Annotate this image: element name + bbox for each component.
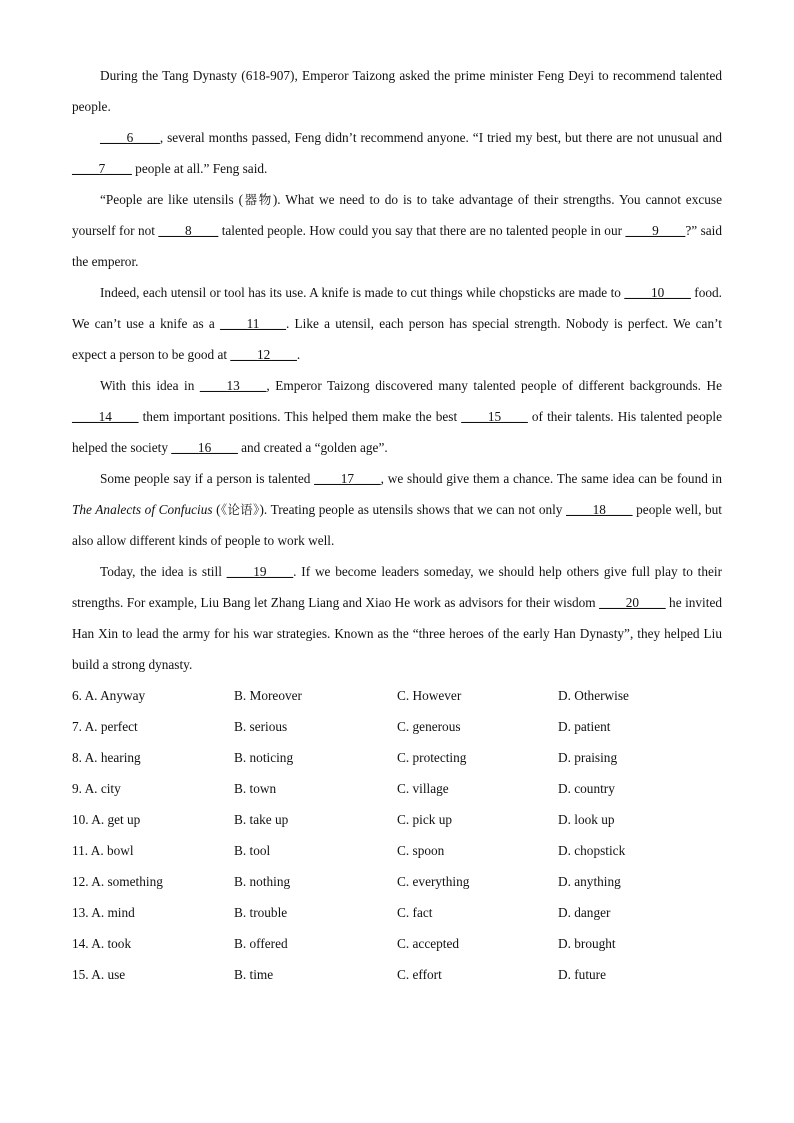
option-d: D. Otherwise [558,688,629,703]
paragraph-text: With this idea in [100,378,200,393]
option-d: D. future [558,967,606,982]
paragraph-text: Today, the idea is still [100,564,227,579]
paragraph-text: , we should give them a chance. The same idea can be found in [380,471,722,486]
option-c: C. accepted [397,936,460,951]
option-b: B. take up [234,812,289,827]
paragraph-text: . [296,347,301,362]
blank-11: ____11____ [220,316,287,331]
option-c: C. village [397,781,449,796]
question-row-7 [72,711,722,742]
option-c: C. fact [397,905,433,920]
blank-8: ____8____ [158,223,219,238]
paragraph-text: people well, but also allow different kinds of people to work well. [72,502,722,548]
document-page [72,60,722,990]
option-a: 12. A. something [72,874,163,889]
option-c: C. generous [397,719,461,734]
option-c: C. protecting [397,750,467,765]
paragraph-text: food. We can’t use a knife as a [72,285,722,331]
blank-13: ____13____ [199,378,267,393]
blank-9: ____9____ [625,223,686,238]
option-a: 15. A. use [72,967,126,982]
chinese-gloss: 《论语》 [220,502,260,517]
option-c: C. However [397,688,462,703]
paragraph-text: , several months passed, Feng didn’t recommend anyone. “I tried my best, but there are not unusual and [159,130,722,145]
paragraph-text: Indeed, each utensil or tool has its use. A knife is made to cut things while chopsticks are made to [100,285,625,300]
blank-16: ____16____ [171,440,238,455]
option-a: 13. A. mind [72,905,135,920]
paragraph-text: people at all.” Feng said. [131,161,268,176]
option-c: C. everything [397,874,470,889]
option-d: D. danger [558,905,611,920]
paragraph-text: During the Tang Dynasty (618-907), Emperor Taizong asked the prime minister Feng Deyi to recommend talented people. [72,68,722,114]
option-a: 10. A. get up [72,812,141,827]
option-d: D. look up [558,812,615,827]
blank-7: ____7____ [72,161,132,176]
blank-18: ____18____ [566,502,633,517]
option-a: 9. A. city [72,781,121,796]
blank-19: ____19____ [226,564,294,579]
option-b: B. offered [234,936,288,951]
option-b: B. town [234,781,277,796]
question-row-14 [72,928,722,959]
paragraph-text: , Emperor Taizong discovered many talented people of different backgrounds. He [266,378,722,393]
paragraph-text: ( [212,502,221,517]
paragraph-text: ). Treating people as utensils shows that we can not only [259,502,567,517]
option-b: B. trouble [234,905,288,920]
option-a: 7. A. perfect [72,719,138,734]
paragraph-text: ?” said the emperor. [72,223,722,269]
option-b: B. nothing [234,874,291,889]
question-row-15 [72,959,722,990]
paragraph-1 [72,60,722,122]
question-row-6 [72,680,722,711]
question-row-11 [72,835,722,866]
option-d: D. brought [558,936,616,951]
option-c: C. pick up [397,812,453,827]
option-b: B. tool [234,843,271,858]
option-a: 14. A. took [72,936,132,951]
paragraph-text: Some people say if a person is talented [100,471,315,486]
option-b: B. serious [234,719,288,734]
question-options [72,680,722,990]
option-c: C. effort [397,967,442,982]
paragraph-text: of their talents. His talented people helped the society [72,409,722,455]
paragraph-text: them important positions. This helped them make the best [138,409,462,424]
paragraph-5 [72,370,722,463]
chinese-gloss: 器物 [243,192,273,207]
question-row-13 [72,897,722,928]
option-d: D. chopstick [558,843,626,858]
paragraph-text: ). What we need to do is to take advantage of their strengths. You cannot excuse yourself for not [72,192,722,238]
option-a: 11. A. bowl [72,843,134,858]
blank-15: ____15____ [461,409,528,424]
option-d: D. country [558,781,615,796]
option-b: B. time [234,967,274,982]
question-row-10 [72,804,722,835]
paragraph-3 [72,184,722,277]
option-a: 8. A. hearing [72,750,141,765]
paragraph-2 [72,122,722,184]
paragraph-text: . Like a utensil, each person has special strength. Nobody is perfect. We can’t expect a person to be good at [72,316,722,362]
paragraph-text: he invited Han Xin to lead the army for his war strategies. Known as the “three heroes of the early Han Dynasty”, they helped Liu build a strong dynasty. [72,595,722,672]
option-b: B. Moreover [234,688,302,703]
blank-14: ____14____ [72,409,139,424]
paragraph-text: and created a “golden age”. [237,440,388,455]
question-row-8 [72,742,722,773]
question-row-9 [72,773,722,804]
option-d: D. anything [558,874,621,889]
blank-17: ____17____ [314,471,381,486]
paragraph-text: talented people. How could you say that there are no talented people in our [218,223,626,238]
blank-10: ____10____ [624,285,691,300]
option-c: C. spoon [397,843,445,858]
question-row-12 [72,866,722,897]
paragraph-7 [72,556,722,680]
option-b: B. noticing [234,750,294,765]
option-d: D. patient [558,719,611,734]
paragraph-6 [72,463,722,556]
book-title: The Analects of Confucius [72,502,213,517]
blank-6: ____6____ [100,130,160,145]
paragraph-text: . If we become leaders someday, we should help others give full play to their strengths. For example, Liu Bang let Zhang Liang and Xiao He work as advisors for their wisdom [72,564,722,610]
option-d: D. praising [558,750,618,765]
paragraph-4 [72,277,722,370]
blank-20: ____20____ [599,595,666,610]
paragraph-text: “People are like utensils ( [100,192,244,207]
option-a: 6. A. Anyway [72,688,146,703]
blank-12: ____12____ [230,347,297,362]
